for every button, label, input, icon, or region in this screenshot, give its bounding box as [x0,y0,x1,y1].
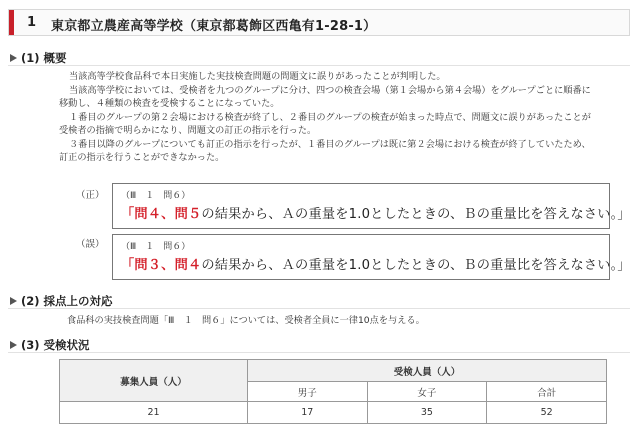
paragraph-line: 受検者の指摘で明らかになり、問題文の訂正の指示を行った。 [59,125,317,136]
female-value: 35 [367,402,487,424]
total-value: 52 [487,402,607,424]
female-header: 女子 [367,382,487,402]
question-ref-2: 問４ [174,258,202,273]
paragraph-line: ３番目以降のグループについても訂正の指示を行ったが、１番目のグループは既に第２会場における検査が終了していたため、 [69,138,591,150]
paragraph-line: 当該高等学校食品科で本日実施した実技検査問題の問題文に誤りがあったことが判明した。 [69,71,446,82]
recruit-value: 21 [60,402,248,424]
applicants-header: 受検人員（人） [248,360,607,382]
scoring-text: 食品科の実技検査問題「Ⅲ １ 問６」については、受検者全員に一律10点を与える。 [67,315,425,326]
wrong-quote [121,254,631,273]
quote-open: 「 [121,258,135,273]
correct-quote [121,203,631,222]
section-divider [8,352,630,353]
correct-box [112,183,631,229]
paragraph-line: 移動し、４種類の検査を受検することになっていた。 [59,98,280,109]
triangle-bullet-icon [10,54,17,62]
wrong-box [112,234,631,280]
heading-accent-bar [9,10,14,35]
question-separator: 、 [161,207,175,222]
overview-paragraph [59,70,619,165]
wrong-label: （誤） [76,239,105,250]
heading-number: 1 [27,15,37,30]
section-scoring-title [10,293,113,309]
recruit-header: 募集人員（人） [60,360,248,402]
paragraph-line: １番目のグループの第２会場における検査が終了し、２番目のグループの検査が始まった時点で、問題文に誤りがあったことが [69,111,591,123]
quote-open: 「 [121,207,135,222]
male-header: 男子 [248,382,368,402]
section-overview-title [10,50,67,66]
heading-title: 東京都立農産高等学校（東京都葛飾区西亀有1-28-1） [51,19,377,34]
section-title-text: (1) 概要 [21,51,67,65]
main-heading [8,9,630,36]
male-value: 17 [248,402,368,424]
question-separator: 、 [161,258,175,273]
question-ref-1: 問４ [134,207,162,222]
section-status-title [10,337,90,353]
paragraph-line: 訂正の指示を行うことができなかった。 [59,152,225,163]
quote-rest: の結果から、Ａの重量を1.0としたときの、Ｂの重量比を答えなさい。」 [201,207,631,222]
section-divider [8,308,630,309]
question-ref-2: 問５ [174,207,202,222]
triangle-bullet-icon [10,341,17,349]
paragraph-line: 当該高等学校においては、受検者を九つのグループに分け、四つの検査会場（第１会場から第４会場）をグループごとに順番に [69,84,591,96]
applicant-status-table [59,359,607,424]
correct-ref: （Ⅲ １ 問６） [121,191,191,201]
total-header: 合計 [487,382,607,402]
triangle-bullet-icon [10,297,17,305]
wrong-ref: （Ⅲ １ 問６） [121,242,191,252]
quote-rest: の結果から、Ａの重量を1.0としたときの、Ｂの重量比を答えなさい。」 [201,258,631,273]
section-divider [8,65,630,66]
question-ref-1: 問３ [134,258,162,273]
correct-label: （正） [76,190,105,201]
section-title-text: (2) 採点上の対応 [21,294,113,308]
section-title-text: (3) 受検状況 [21,338,90,352]
